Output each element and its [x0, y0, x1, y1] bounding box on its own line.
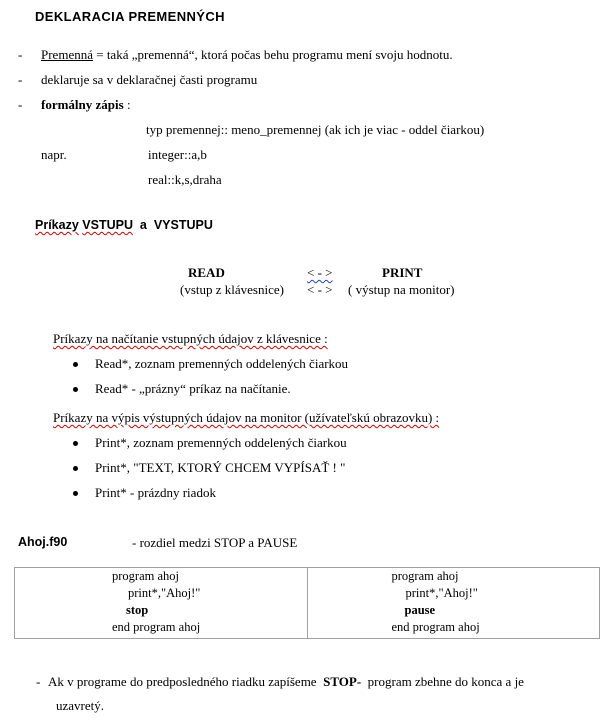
code-cell-stop — [15, 568, 308, 639]
io-heading-word: VYSTUPU — [153, 218, 213, 232]
file-note: - rozdiel medzi STOP a PAUSE — [132, 535, 298, 550]
code-line: program ahoj — [112, 569, 179, 583]
bullet-icon — [73, 441, 78, 446]
io-heading-word: a — [139, 218, 147, 232]
code-line: program ahoj — [391, 569, 459, 583]
code-cell-pause — [307, 568, 600, 639]
io-heading-word: VSTUPU — [82, 218, 133, 232]
code-line: end program ahoj — [112, 620, 201, 634]
bullet-icon — [73, 362, 78, 367]
output-heading: Príkazy na výpis výstupných údajov na monitor (užívateľskú obrazovku) : — [53, 410, 440, 425]
code-line: pause — [404, 603, 436, 617]
page-title: DEKLARACIA PREMENNÝCH — [35, 9, 225, 24]
final-note-line2: uzavretý. — [56, 698, 105, 713]
file-label: Ahoj.f90 — [18, 535, 68, 549]
formal-colon: : — [123, 97, 131, 112]
list-dash: - — [18, 97, 23, 112]
read-keyword: READ — [188, 265, 225, 280]
final-note-keyword: STOP- — [323, 674, 362, 689]
input-item: Read*, zoznam premenných oddelených čiarkou — [95, 356, 349, 371]
bullet-icon — [73, 387, 78, 392]
print-keyword: PRINT — [382, 265, 423, 280]
output-item: Print*, "TEXT, KTORÝ CHCEM VYPÍSAŤ ! " — [95, 460, 346, 475]
read-description: (vstup z klávesnice) — [180, 282, 284, 297]
final-dash: - — [36, 674, 41, 689]
premenna-definition: = taká „premenná“, ktorá počas behu programu mení svoju hodnotu. — [92, 47, 453, 62]
arrow-bottom: < - > — [307, 282, 333, 297]
code-line: stop — [126, 603, 149, 617]
term-premenna: Premenná — [41, 47, 93, 62]
arrow-top: < - > — [307, 265, 333, 280]
syntax-line: typ premennej:: meno_premennej (ak ich je viac - oddel čiarkou) — [146, 122, 485, 137]
print-description: ( výstup na monitor) — [348, 282, 455, 297]
io-heading — [35, 218, 213, 232]
bullet-icon — [73, 491, 78, 496]
bullet-icon — [73, 466, 78, 471]
input-heading: Príkazy na načítanie vstupných údajov z klávesnice : — [53, 331, 328, 346]
example-label: napr. — [41, 147, 67, 162]
list-dash: - — [18, 72, 23, 87]
code-line: print*,"Ahoj!" — [128, 586, 201, 600]
code-line: print*,"Ahoj!" — [405, 586, 478, 600]
output-item: Print* - prázdny riadok — [95, 485, 216, 500]
final-note — [48, 674, 524, 690]
example-line: real::k,s,draha — [148, 172, 222, 187]
list-item-declaration: deklaruje sa v deklaračnej časti programu — [41, 72, 258, 87]
output-item: Print*, zoznam premenných oddelených čiarkou — [95, 435, 347, 450]
final-note-part1: Ak v programe do predposledného riadku zapíšeme — [48, 674, 317, 689]
list-dash: - — [18, 47, 23, 62]
final-note-part2: program zbehne do konca a je — [367, 674, 524, 689]
io-heading-word: Príkazy — [35, 218, 79, 232]
example-line: integer::a,b — [148, 147, 207, 162]
list-item-premenna — [41, 47, 453, 63]
code-comparison-table — [14, 567, 600, 639]
input-item: Read* - „prázny“ príkaz na načítanie. — [95, 381, 291, 396]
list-item-formal — [41, 97, 131, 113]
code-line: end program ahoj — [391, 620, 480, 634]
formal-label: formálny zápis — [41, 97, 124, 112]
